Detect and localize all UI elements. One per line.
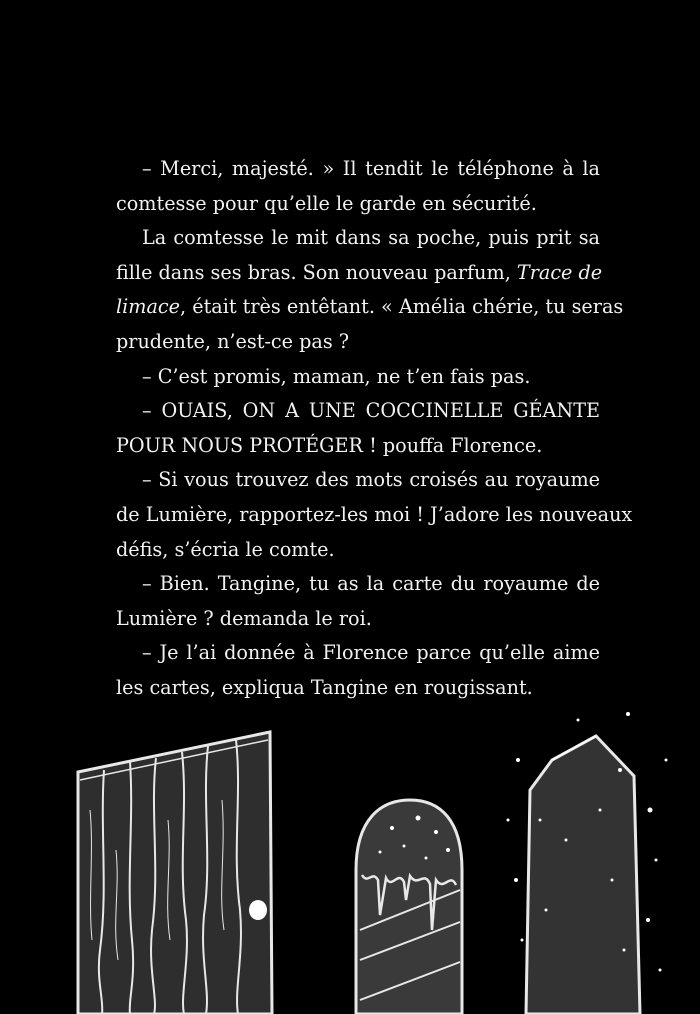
stone-door	[356, 800, 462, 1014]
text-line: défis, s’écria le comte.	[116, 537, 335, 561]
doors-illustration	[0, 700, 700, 1014]
text-line: Lumière ? demanda le roi.	[116, 606, 372, 630]
text-line: – OUAIS, ON A UNE COCCINELLE GÉANTE	[142, 399, 600, 423]
text-line: les cartes, expliqua Tangine en rougissant.	[116, 675, 533, 699]
italic-title-part: Trace de	[516, 260, 603, 284]
text-line: – C’est promis, maman, ne t’en fais pas.	[142, 364, 531, 388]
text-line: – Bien. Tangine, tu as la carte du royaume de	[142, 572, 600, 596]
wooden-door	[78, 732, 272, 1014]
text-line: fille dans ses bras. Son nouveau parfum, Trace de	[116, 260, 603, 284]
story-text	[116, 152, 633, 706]
text-line: POUR NOUS PROTÉGER ! pouffa Florence.	[116, 433, 543, 457]
text-line: comtesse pour qu’elle le garde en sécurité.	[116, 191, 537, 215]
text-line: – Merci, majesté. » Il tendit le téléphone à la	[142, 157, 600, 180]
text-line: – Je l’ai donnée à Florence parce qu’elle aime	[142, 641, 600, 665]
door-knob	[249, 900, 267, 920]
text-line: prudente, n’est-ce pas ?	[116, 329, 350, 353]
italic-title-part: limace	[116, 295, 181, 319]
text-line: limace, était très entêtant. « Amélia chérie, tu seras	[116, 295, 624, 319]
text-line: La comtesse le mit dans sa poche, puis prit sa	[142, 226, 600, 250]
text-line: de Lumière, rapportez-les moi ! J’adore les nouveaux	[116, 502, 633, 526]
crystal-door	[507, 712, 668, 1014]
text-line: – Si vous trouvez des mots croisés au royaume	[142, 468, 600, 492]
